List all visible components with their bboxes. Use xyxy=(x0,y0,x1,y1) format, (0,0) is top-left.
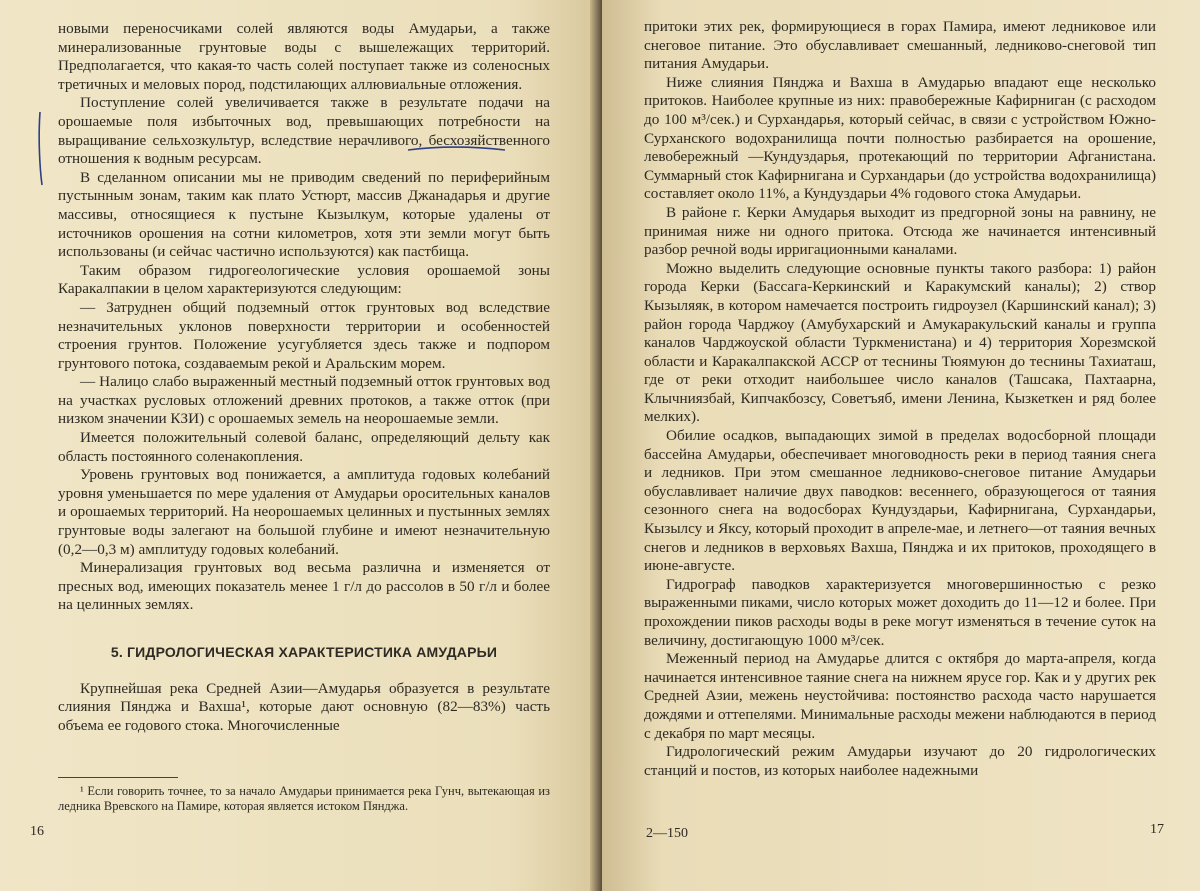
footnote: ¹ Если говорить точнее, то за начало Амударьи принимается река Гунч, вытекающая из ледника Вревского на Памире, которая является истоком Пянджа. xyxy=(58,784,550,814)
page-number-left: 16 xyxy=(30,824,44,839)
paragraph: Обилие осадков, выпадающих зимой в пределах водосборной площади бассейна Амударьи, обеспечивает многоводность реки в период таяния снега и ледников. При этом смешанное ледниково-снеговое питание Амударьи обуславливает наличие двух паводков: весеннего, образующегося от таяния сезонного снега на водосборах Кундуздарьи, Кафирнигана, Сурхандарьи, Кызылсу и Яксу, который проходит в апреле-мае, и летнего—от таяния вечных снегов и ледников в верховьях Вахша, Пянджа и их притоков, проходящего в июне-августе. xyxy=(644,427,1156,575)
paragraph: Таким образом гидрогеологические условия орошаемой зоны Каракалпакии в целом характеризуются следующим: xyxy=(58,261,550,298)
page-number-right: 17 xyxy=(1150,822,1164,837)
right-page-body xyxy=(644,18,1156,780)
paragraph: В районе г. Керки Амударья выходит из предгорной зоны на равнину, не принимая ниже ни одного притока. Отсюда же начинается интенсивный разбор речной воды ирригационными каналами. xyxy=(644,203,1156,259)
paragraph: Крупнейшая река Средней Азии—Амударья образуется в результате слияния Пянджа и Вахша¹, которые дают основную (82—83%) часть объема ее годового стока. Многочисленные xyxy=(58,679,550,734)
paragraph: Гидрограф паводков характеризуется многовершинностью с резко выраженными пиками, число которых может доходить до 11—12 и более. При прохождении пиков расходы воды в реке могут изменяться в течение суток на величину, достигающую 1000 м³/сек. xyxy=(644,575,1156,649)
signature-mark: 2—150 xyxy=(646,826,688,841)
paragraph: Можно выделить следующие основные пункты такого разбора: 1) район города Керки (Бассага-Керкинский и Каракумский каналы); 2) створ Кызыляяк, в котором намечается построить гидроузел (Каршинский канал); 3) район города Чарджоу (Амубухарский и Амукаракульский каналы и группа каналов Чарджоуской области Туркменистана) и 4) территория Хорезмской области и Каракалпакской АССР от теснины Тюямуюн до теснины Тахиаташ, где от реки отходит наибольшее число каналов (Ташсака, Пахтаарна, Клычниязбай, Кипчакбозсу, Советъяб, имени Ленина, Кызкеткен и ряд более мелких). xyxy=(644,259,1156,426)
paragraph: притоки этих рек, формирующиеся в горах Памира, имеют ледниковое или снеговое питание. Это обуславливает смешанный, ледниково-снеговой тип питания Амударьи. xyxy=(644,18,1156,73)
paragraph: Гидрологический режим Амударьи изучают до 20 гидрологических станций и постов, из которых наиболее надежными xyxy=(644,743,1156,779)
paragraph: — Налицо слабо выраженный местный подземный отток грунтовых вод на участках русловых отложений древних протоков, а также отток (при низком значении КЗИ) с орошаемых земель на неорошаемые земли. xyxy=(58,373,550,428)
page-right xyxy=(602,0,1200,891)
footnote-rule xyxy=(58,777,178,778)
section-heading: 5. ГИДРОЛОГИЧЕСКАЯ ХАРАКТЕРИСТИКА АМУДАРЬИ xyxy=(110,644,498,660)
paragraph: Уровень грунтовых вод понижается, а амплитуда годовых колебаний уровня уменьшается по мере удаления от Амударьи оросительных каналов и орошаемых территорий. На неорошаемых целинных и пустынных землях грунтовые воды залегают на большой глубине и имеют незначительную (0,2—0,3 м) амплитуду годовых колебаний. xyxy=(58,466,550,558)
paragraph: Меженный период на Амударье длится с октября до марта-апреля, когда начинается интенсивное таяние снега на нижнем ярусе гор. Как и у других рек Средней Азии, межень неустойчива: постоянство расхода часто нарушается дождями и оттепелями. Минимальные расходы межени наблюдаются в период с декабря по март месяцы. xyxy=(644,650,1156,742)
paragraph: — Затруднен общий подземный отток грунтовых вод вследствие незначительных уклонов поверхности территории и особенностей строения грунтов. Положение усугубляется здесь также и подпором грунтового потока, создаваемым рекой и Аральским морем. xyxy=(58,298,550,372)
margin-bracket-mark xyxy=(39,112,42,185)
paragraph: Имеется положительный солевой баланс, определяющий дельту как область постоянного соленакопления. xyxy=(58,429,550,465)
paragraph: Минерализация грунтовых вод весьма различна и изменяется от пресных вод, имеющих показатель менее 1 г/л до рассолов в 50 г/л и более на целинных землях. xyxy=(58,559,550,614)
paragraph: В сделанном описании мы не приводим сведений по периферийным пустынным зонам, таким как плато Устюрт, массив Джанадарья и другие массивы, относящиеся к пустыне Кызылкум, которые удалены от источников орошения на сотни километров, хотя эти земли могут быть использованы (и сейчас частично используются) как пастбища. xyxy=(58,168,550,261)
paragraph: Ниже слияния Пянджа и Вахша в Амударью впадают еще несколько притоков. Наиболее крупные из них: правобережные Кафирниган (с расходом до 100 м³/сек.) и Сурхандарья, который сейчас, в связи с устройством Южно-Сурханского водохранилища почти полностью разбирается на орошение, левобережный —Кундуздарья, протекающий по территории Афганистана. Суммарный сток Кафирнигана и Сурхандарьи (до устройства водохранилища) составляет около 11%, а Кундуздарьи 4% годового стока Амударьи. xyxy=(644,73,1156,203)
paragraph: новыми переносчиками солей являются воды Амударьи, а также минерализованные грунтовые воды с вышележащих территорий. Предполагается, что какая-то часть солей поступает также из соленосных третичных и меловых пород, подстилающих аллювиальные отложения. xyxy=(58,20,550,93)
page-left xyxy=(0,0,598,891)
left-page-body xyxy=(58,20,550,814)
paragraph: Поступление солей увеличивается также в результате подачи на орошаемые поля избыточных вод, превышающих потребности на выращивание сельхозкультур, вследствие нерачливого, бесхозяйственного отношения к водным ресурсам. xyxy=(58,94,550,168)
